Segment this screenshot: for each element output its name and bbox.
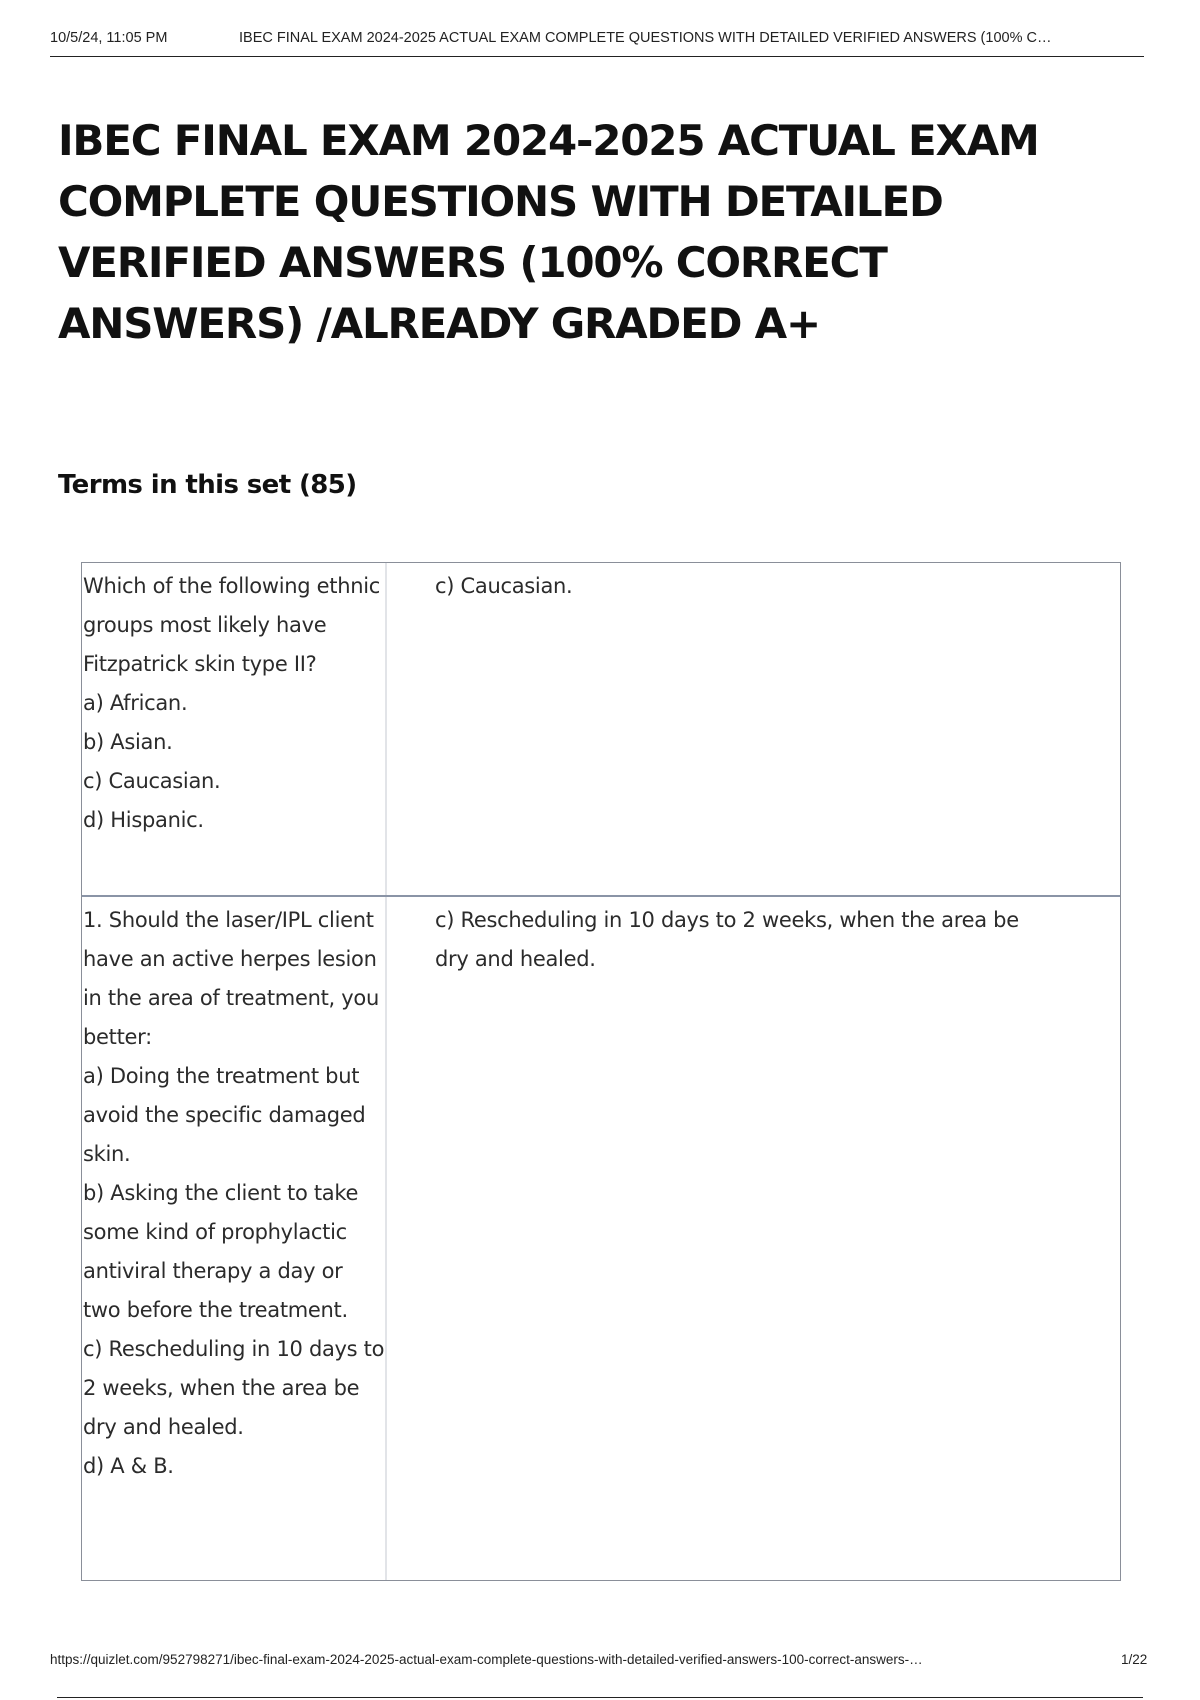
term-answer-cell xyxy=(387,897,1120,1580)
term-row xyxy=(82,563,1120,895)
term-answer: c) Caucasian. xyxy=(435,574,573,598)
term-answer: c) Rescheduling in 10 days to 2 weeks, when the area be dry and healed. xyxy=(435,908,1019,971)
term-row xyxy=(82,895,1120,1580)
page-title: IBEC FINAL EXAM 2024-2025 ACTUAL EXAM COMPLETE QUESTIONS WITH DETAILED VERIFIED ANSWERS (100% CORRECT ANSWERS) /ALREADY GRADED A+ xyxy=(58,116,1039,348)
print-header-title: IBEC FINAL EXAM 2024-2025 ACTUAL EXAM COMPLETE QUESTIONS WITH DETAILED VERIFIED ANSWERS (100% C… xyxy=(239,30,1052,46)
term-question: Which of the following ethnic groups most likely have Fitzpatrick skin type II? a) African. b) Asian. c) Caucasian. d) Hispanic. xyxy=(82,563,387,895)
terms-table xyxy=(81,562,1121,1581)
footer-divider xyxy=(57,1697,1143,1698)
page-number: 1/22 xyxy=(1121,1652,1148,1667)
terms-count-heading: Terms in this set (85) xyxy=(58,470,357,500)
print-timestamp: 10/5/24, 11:05 PM xyxy=(50,30,168,46)
term-answer-cell xyxy=(387,563,1120,895)
term-question: 1. Should the laser/IPL client have an active herpes lesion in the area of treatment, you better: a) Doing the treatment but avoid the specific damaged skin. b) Asking the client to take some kind of prophylactic antiviral therapy a day or two before the treatment. c) Rescheduling in 10 days to 2 weeks, when the area be dry and healed. d) A & B. xyxy=(82,897,387,1580)
print-footer-url: https://quizlet.com/952798271/ibec-final-exam-2024-2025-actual-exam-complete-questions-with-detailed-verified-answers-100-correct-answers-… xyxy=(50,1652,923,1667)
print-header xyxy=(50,28,1144,57)
